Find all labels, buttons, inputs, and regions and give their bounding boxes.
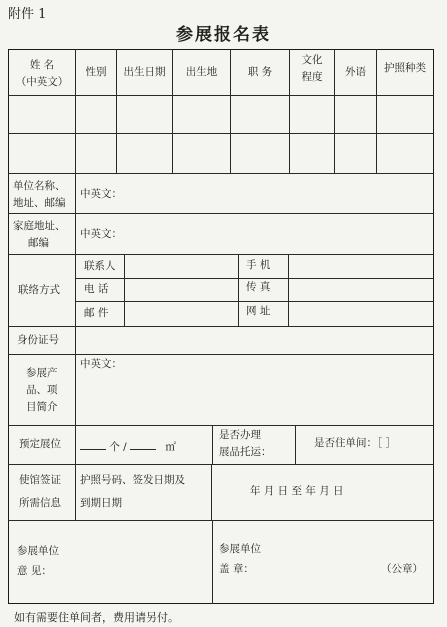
exhibits-label-line1: 参展产: [26, 367, 58, 379]
booth-label: 预定展位: [19, 438, 61, 450]
unit-label-line2: 地址、邮编: [13, 197, 66, 209]
visa-info-line2: 到期日期: [80, 497, 122, 509]
id-number-label: 身份证号: [17, 334, 59, 346]
seal-input[interactable]: [280, 580, 370, 598]
contact-inputs-right[interactable]: [290, 256, 431, 324]
header-name-note: （中英文）: [15, 76, 69, 88]
shipping-label-line2: 展品托运：: [219, 446, 272, 458]
contact-inputs-left[interactable]: [126, 256, 236, 324]
booth-area-blank[interactable]: [130, 438, 156, 450]
header-position: 职 务: [247, 66, 273, 78]
home-label-line1: 家庭地址、: [13, 220, 66, 232]
fax-label: 传 真: [246, 281, 271, 293]
visa-label-line2: 所需信息: [19, 497, 61, 509]
home-input[interactable]: [130, 216, 430, 250]
form-title: 参展报名表: [176, 25, 271, 45]
booth-area-unit: ㎡: [165, 441, 176, 453]
visa-info-line1: 护照号码、签发日期及: [80, 474, 185, 486]
official-seal-note: （公章）: [381, 563, 423, 575]
single-room-question[interactable]: 是否住单间：［ ］: [314, 437, 397, 449]
mobile-label: 手 机: [246, 259, 271, 271]
exhibits-input[interactable]: [78, 374, 430, 422]
attachment-label: 附件 1: [8, 7, 47, 22]
exhibits-value-label: 中英文：: [80, 358, 122, 370]
opinion-left-label-line2: 意 见：: [17, 565, 52, 577]
unit-input[interactable]: [130, 176, 430, 210]
header-passport-type: 护照种类: [384, 62, 426, 74]
opinion-input[interactable]: [90, 560, 205, 596]
mail-label: 邮 件: [84, 307, 109, 319]
unit-value-label: 中英文：: [80, 188, 122, 200]
website-label: 网 址: [246, 305, 271, 317]
home-label-line2: 邮编: [28, 237, 49, 249]
opinion-left-label-line1: 参展单位: [17, 545, 59, 557]
participant-entry-cells[interactable]: [76, 96, 433, 172]
header-education-line2: 程度: [301, 71, 323, 83]
exhibits-label-line3: 目简介: [26, 401, 58, 413]
visa-date-range[interactable]: 年 月 日 至 年 月 日: [250, 485, 344, 497]
unit-label-line1: 单位名称、: [13, 180, 66, 192]
shipping-label-line1: 是否办理: [219, 429, 261, 441]
header-name-label: 姓 名: [29, 59, 55, 71]
header-gender: 性别: [85, 66, 107, 78]
header-birth-date: 出生日期: [123, 66, 166, 78]
header-birthplace: 出生地: [185, 66, 218, 78]
footnote: 如有需要住单间者，费用请另付。: [14, 611, 179, 624]
visa-label-line1: 使馆签证: [19, 474, 61, 486]
booth-count-unit: 个 /: [109, 441, 127, 453]
booth-count-blank[interactable]: [80, 438, 106, 450]
home-value-label: 中英文：: [80, 228, 122, 240]
contact-label: 联络方式: [18, 284, 60, 296]
exhibits-label-line2: 品、项: [26, 384, 58, 396]
booth-size-line: [80, 438, 176, 454]
opinion-right-label-line1: 参展单位: [219, 543, 261, 555]
header-foreign-language: 外语: [345, 66, 366, 78]
opinion-right-label-line2: 盖 章：: [219, 563, 254, 575]
contact-person-label: 联系人: [84, 260, 116, 272]
header-education-line1: 文化: [301, 54, 323, 66]
phone-label: 电 话: [84, 283, 109, 295]
id-number-input[interactable]: [78, 328, 430, 352]
